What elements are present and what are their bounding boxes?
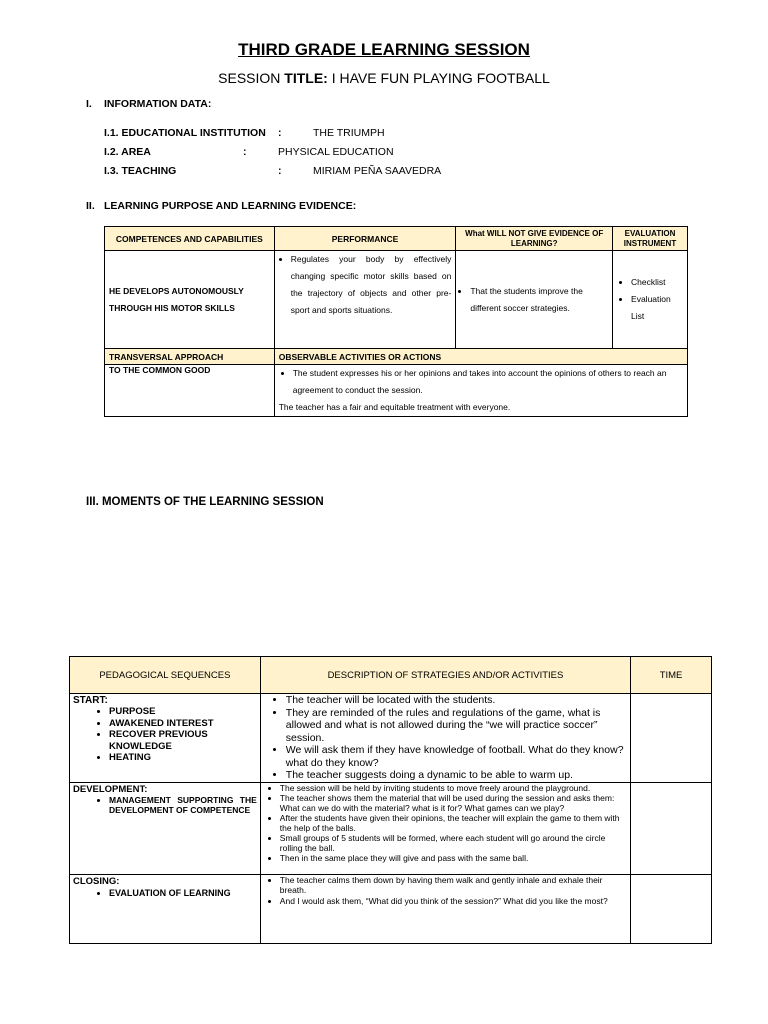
observable-activities-cell xyxy=(274,365,687,417)
observable-item: • The student expresses his or her opinions and takes into account the opinions of others to reach an agreement to conduct the session. xyxy=(293,365,683,399)
header-instrument: EVALUATION INSTRUMENT xyxy=(613,227,688,251)
session-title-text: I HAVE FUN PLAYING FOOTBALL xyxy=(327,70,550,86)
start-sequence-cell xyxy=(70,694,261,783)
section1-heading: INFORMATION DATA: xyxy=(104,98,212,110)
start-activities-cell xyxy=(260,694,630,783)
observable-activities-header: OBSERVABLE ACTIVITIES OR ACTIONS xyxy=(274,349,687,365)
closing-item-evaluation: • EVALUATION OF LEARNING xyxy=(109,887,257,899)
closing-time-cell xyxy=(631,874,712,943)
session-prefix: SESSION xyxy=(218,70,285,86)
development-activities-cell xyxy=(260,782,630,874)
learning-moments-table xyxy=(69,656,712,944)
start-label: START: xyxy=(73,695,108,706)
competence-cell: HE DEVELOPS AUTONOMOUSLY THROUGH HIS MOTOR SKILLS xyxy=(105,251,275,349)
evidence-cell xyxy=(456,251,613,349)
section2-number: II. xyxy=(86,200,95,212)
header-competences: COMPETENCES AND CAPABILITIES xyxy=(105,227,275,251)
development-activity: • The session will be held by inviting students to move freely around the playground. xyxy=(280,783,627,793)
start-activity: • The teacher will be located with the students. xyxy=(286,694,627,707)
learning-purpose-table xyxy=(104,226,688,417)
section2-heading: LEARNING PURPOSE AND LEARNING EVIDENCE: xyxy=(104,200,357,212)
development-time-cell xyxy=(631,782,712,874)
performance-cell xyxy=(274,251,456,349)
observable-note: The teacher has a fair and equitable treatment with everyone. xyxy=(278,402,511,412)
development-activity: • Then in the same place they will give and pass with the same ball. xyxy=(280,853,627,863)
development-sequence-cell xyxy=(70,782,261,874)
info-value-teaching: MIRIAM PEÑA SAAVEDRA xyxy=(313,165,442,177)
start-item-recover-knowledge: • RECOVER PREVIOUS KNOWLEDGE xyxy=(109,729,257,752)
development-activity: • Small groups of 5 students will be formed, where each student will go around the circle rolling the ball. xyxy=(280,833,627,853)
info-colon-area: : xyxy=(243,146,247,158)
instrument-item-checklist: • Checklist xyxy=(631,274,685,291)
section3-heading: III. MOMENTS OF THE LEARNING SESSION xyxy=(86,496,324,508)
start-item-heating: • HEATING xyxy=(109,752,257,764)
header-time: TIME xyxy=(631,657,712,694)
header-pedagogical-sequences: PEDAGOGICAL SEQUENCES xyxy=(70,657,261,694)
document-title: THIRD GRADE LEARNING SESSION xyxy=(238,40,530,59)
closing-activity: • The teacher calms them down by having them walk and gently inhale and exhale their breath. xyxy=(280,875,627,896)
development-activity: • The teacher shows them the material that will be used during the session and asks them: What can we do with the material? what is it for? What games can we play? xyxy=(280,793,627,813)
start-item-awakened-interest: • AWAKENED INTEREST xyxy=(109,718,257,730)
transversal-approach-value: TO THE COMMON GOOD xyxy=(105,365,275,417)
evidence-item: • That the students improve the different soccer strategies. xyxy=(470,283,608,317)
instrument-item-evaluation-list: • Evaluation List xyxy=(631,291,685,325)
info-value-area: PHYSICAL EDUCATION xyxy=(278,146,394,158)
closing-label: CLOSING: xyxy=(73,875,120,887)
header-performance: PERFORMANCE xyxy=(274,227,456,251)
header-description: DESCRIPTION OF STRATEGIES AND/OR ACTIVITIES xyxy=(260,657,630,694)
closing-activity: • And I would ask them, “What did you think of the session?” What did you like the most? xyxy=(280,896,627,907)
info-colon-teaching: : xyxy=(278,165,282,177)
info-label-teaching: I.3. TEACHING xyxy=(104,165,177,177)
transversal-approach-header: TRANSVERSAL APPROACH xyxy=(105,349,275,365)
header-evidence: What WILL NOT GIVE EVIDENCE OF LEARNING? xyxy=(456,227,613,251)
closing-activities-cell xyxy=(260,874,630,943)
development-activity: • After the students have given their opinions, the teacher will explain the game to them with the help of the balls. xyxy=(280,813,627,833)
start-activity: • They are reminded of the rules and regulations of the game, what is allowed and what is not allowed during the “we will practice soccer” session. xyxy=(286,707,627,745)
start-time-cell xyxy=(631,694,712,783)
info-label-area: I.2. AREA xyxy=(104,146,151,158)
section1-number: I. xyxy=(86,98,92,110)
info-value-institution: THE TRIUMPH xyxy=(313,127,385,139)
instrument-cell xyxy=(613,251,688,349)
info-label-institution: I.1. EDUCATIONAL INSTITUTION xyxy=(104,127,266,139)
start-item-purpose: • PURPOSE xyxy=(109,706,257,718)
session-title-label: TITLE: xyxy=(284,70,328,86)
start-activity: • The teacher suggests doing a dynamic to be able to warm up. xyxy=(286,769,627,782)
development-item-management: • MANAGEMENT SUPPORTING THE DEVELOPMENT OF COMPETENCE xyxy=(109,795,257,816)
performance-item: • Regulates your body by effectively changing specific motor skills based on the trajectory of objects and other pre-sport and sports situations. xyxy=(291,251,452,319)
session-title xyxy=(0,70,768,86)
start-activity: • We will ask them if they have knowledge of football. What do they know? what do they know? xyxy=(286,744,627,769)
closing-sequence-cell xyxy=(70,874,261,943)
info-colon-institution: : xyxy=(278,127,282,139)
development-label: DEVELOPMENT: xyxy=(73,783,148,795)
